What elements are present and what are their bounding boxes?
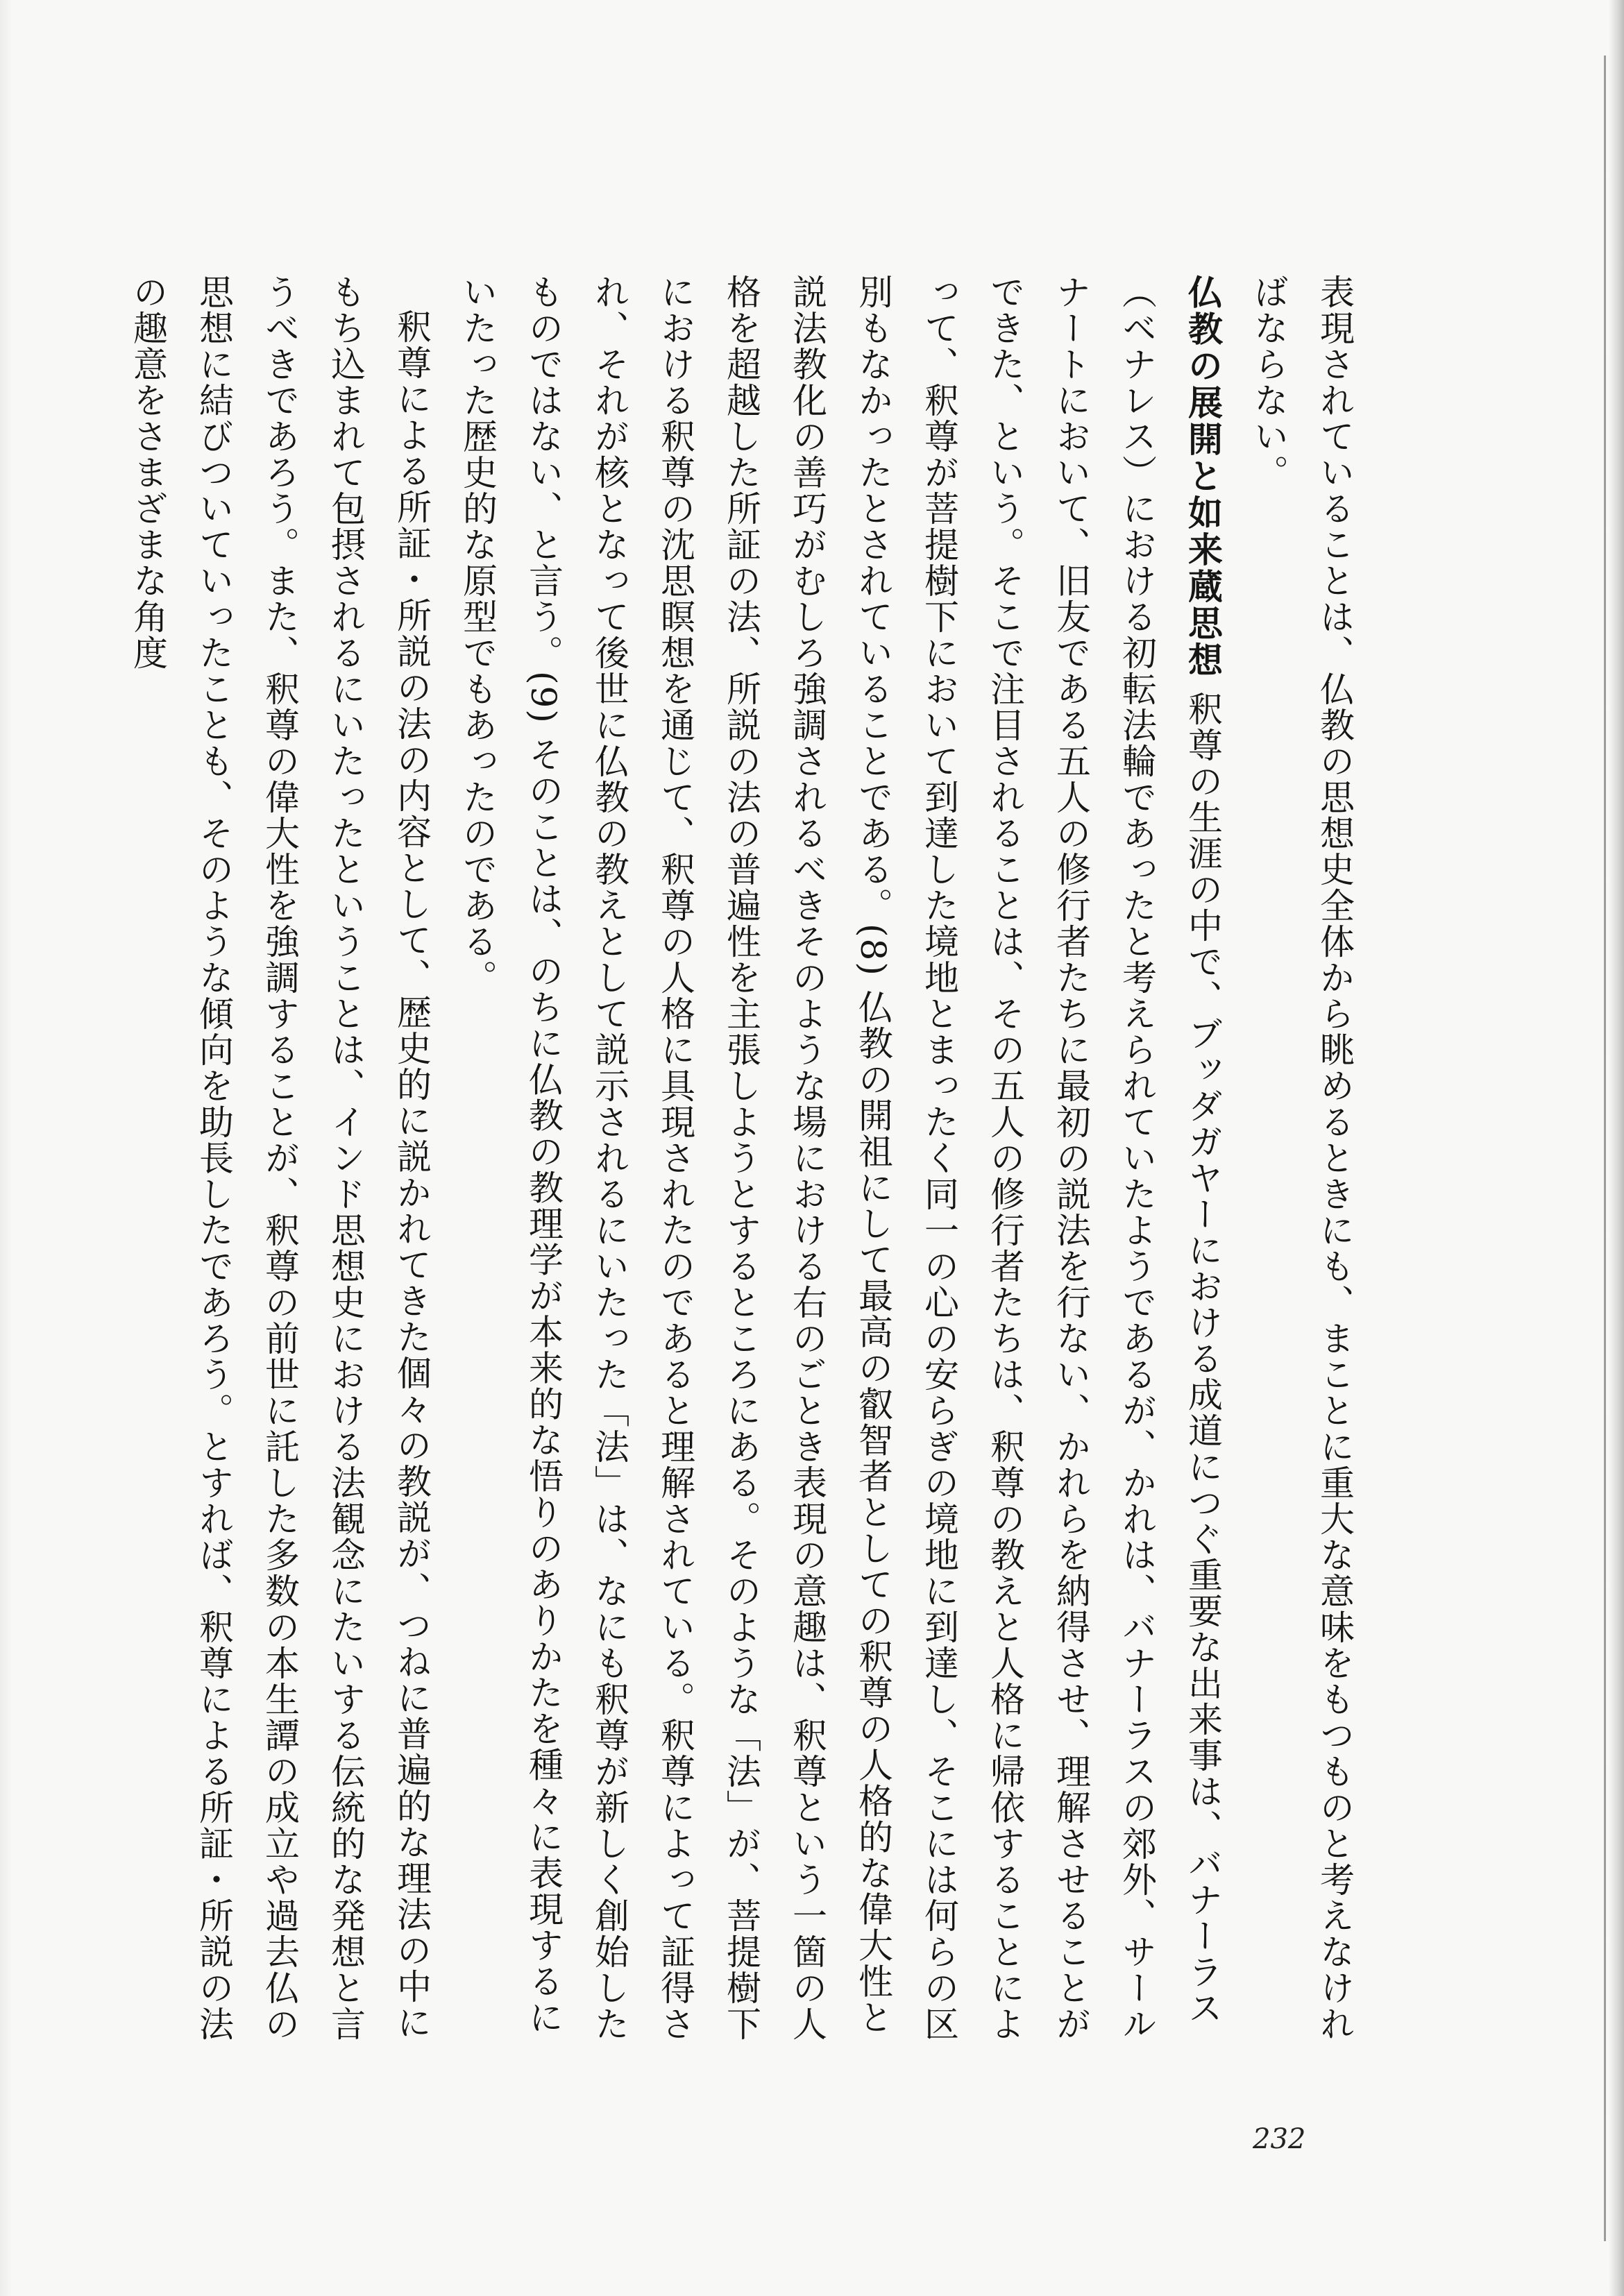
binding-edge-line bbox=[1604, 56, 1606, 2241]
paragraph-3: 釈尊による所証・所説の法の内容として、歴史的に説かれてきた個々の教説が、つねに普遍的な理法の中にもち込まれて包摂されるにいたったということは、インド思想史における法観念にたいする伝統的な発想と言うべきであろう。また、釈尊の偉大性を強調することが、釈尊の前世に託した多数の本生譚の成立や過去仏の思想に結びついていったことも、そのような傾向を助長したであろう。とすれば、釈尊による所証・所説の法の趣意をさまざまな角度 bbox=[128, 274, 432, 2042]
page-left-shadow bbox=[0, 0, 12, 2296]
page-right-edge-shadow bbox=[1609, 0, 1624, 2296]
section-heading: 仏教の展開と如来蔵思想 bbox=[1183, 274, 1223, 679]
paragraph-2 bbox=[444, 274, 1235, 2050]
vertical-text-body bbox=[128, 274, 1367, 2050]
paragraph-1: 表現されていることは、仏教の思想史全体から眺めるときにも、まことに重大な意味をもつものと考えなければならない。 bbox=[1249, 274, 1355, 2042]
page-number: 232 bbox=[1253, 2123, 1306, 2155]
paragraph-2-body: 釈尊の生涯の中で、ブッダガヤーにおける成道につぐ重要な出来事は、バナーラス（ベナレス）における初転法輪であったと考えられていたようであるが、かれは、バナーラスの郊外、サールナートにおいて、旧友である五人の修行者たちに最初の説法を行ない、かれらを納得させ、理解させることができた、という。そこで注目されることは、その五人の修行者たちは、釈尊の教えと人格に帰依することによって、釈尊が菩提樹下において到達した境地とまったく同一の心の安らぎの境地に到達し、そこには何らの区別もなかったとされていることである。(8) 仏教の開祖にして最高の叡智者としての釈尊の人格的な偉大性と説法教化の善巧がむしろ強調されるべきそのような場における右のごとき表現の意趣は、釈尊という一箇の人格を超越した所証の法、所説の法の普遍性を主張しようとするところにある。そのような「法」が、菩提樹下における釈尊の沈思瞑想を通じて、釈尊の人格に具現されたのであると理解されている。釈尊によって証得され、それが核となって後世に仏教の教えとして説示されるにいたった「法」は、なにも釈尊が新しく創始したものではない、と言う。(9) そのことは、のちに仏教の教理学が本来的な悟りのありかたを種々に表現するにいたった歴史的な原型でもあったのである。 bbox=[457, 274, 1223, 2042]
